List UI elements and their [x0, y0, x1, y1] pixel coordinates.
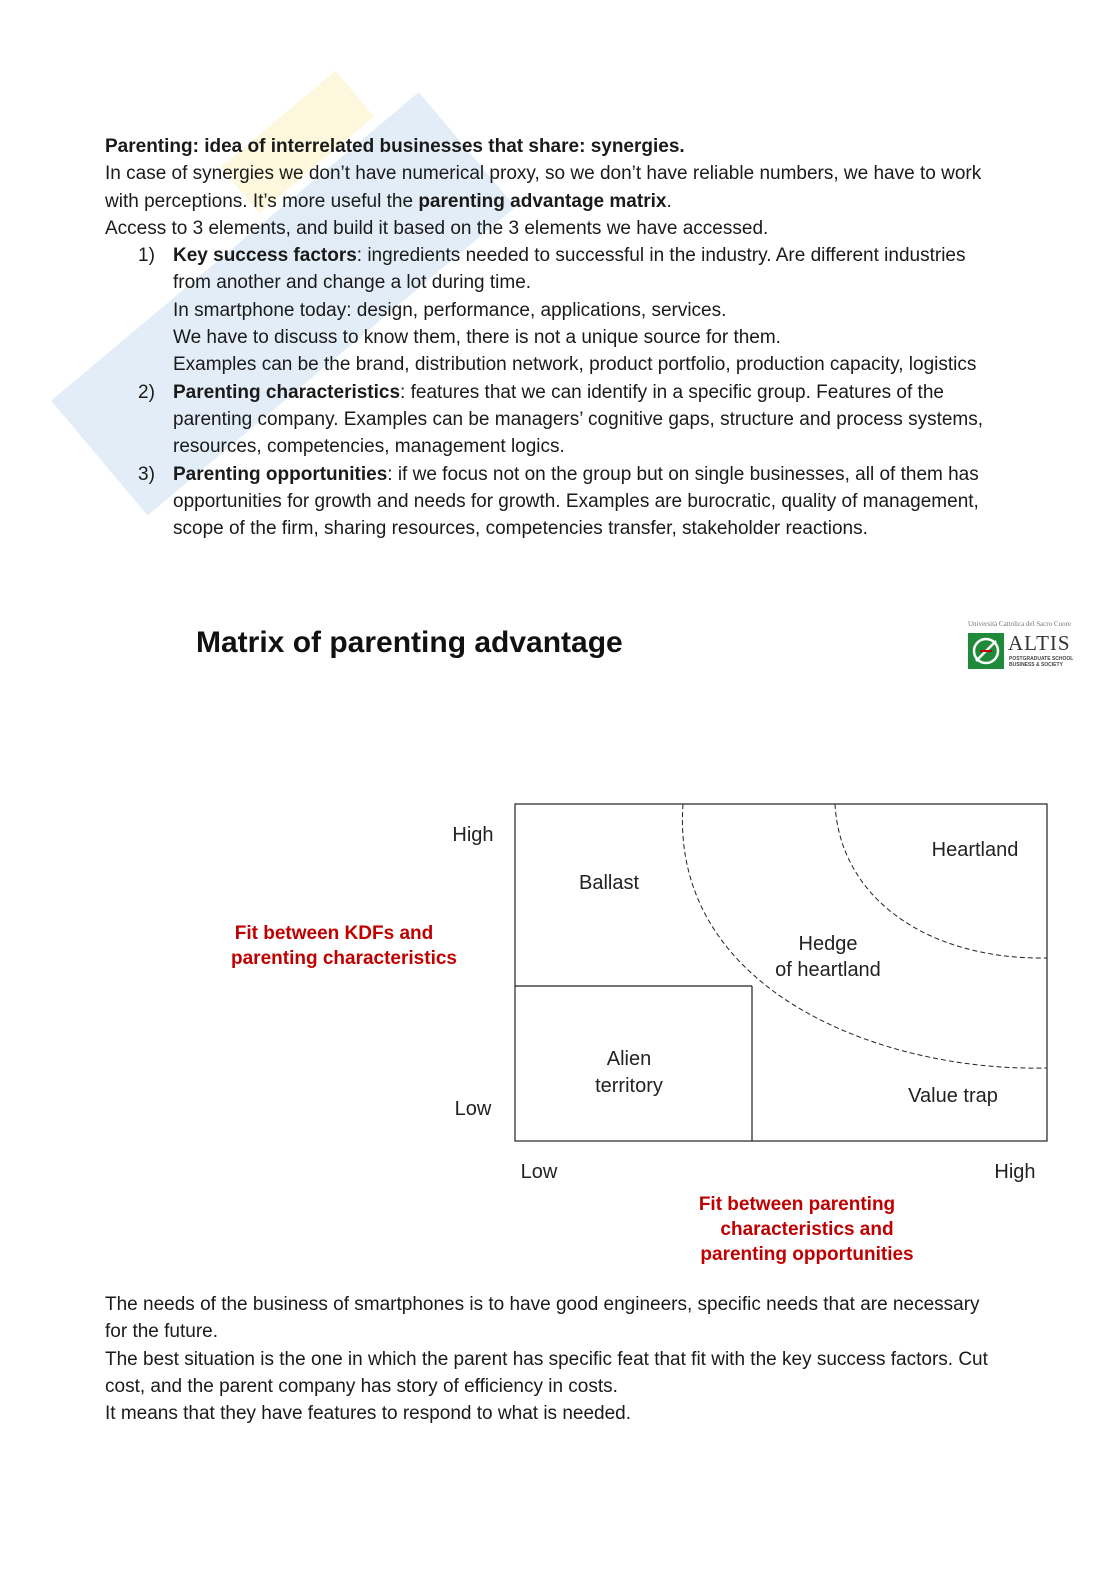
- y-axis-low: Low: [454, 1098, 492, 1120]
- region-value-trap: Value trap: [908, 1085, 998, 1107]
- list-extra: Examples can be the brand, distribution network, product portfolio, production capacity, logistics: [173, 354, 977, 376]
- x-axis-title-line2: characteristics and: [720, 1219, 894, 1240]
- y-axis-title-line2: parenting characteristics: [231, 948, 457, 969]
- region-ballast: Ballast: [578, 872, 640, 894]
- conclusion-paragraph: It means that they have features to respond to what is needed.: [105, 1403, 631, 1425]
- intro-bold-term: parenting advantage matrix: [418, 190, 667, 212]
- logo-brand: ALTIS: [1008, 631, 1071, 655]
- altis-logo: [966, 620, 1074, 670]
- conclusion-section: [105, 1291, 1005, 1427]
- list-term: Parenting opportunities: [173, 463, 388, 485]
- list-text: : features that we can identify in a specific group. Features of the parenting company. Examples can be managers’ cognitive gaps, structure and process systems, resources, competencies, management logics.: [173, 381, 984, 458]
- x-axis-title-line1: Fit between parenting: [698, 1194, 896, 1215]
- intro-heading: Parenting: idea of interrelated businesses that share: synergies.: [105, 136, 685, 157]
- list-term: Parenting characteristics: [173, 381, 401, 403]
- logo-sub1: POSTGRADUATE SCHOOL: [1009, 656, 1074, 662]
- logo-sub2: BUSINESS & SOCIETY: [1009, 662, 1063, 668]
- region-hedge-line2: of heartland: [775, 959, 881, 981]
- conclusion-paragraph: The needs of the business of smartphones is to have good engineers, specific needs that are necessary for the future.: [105, 1294, 980, 1343]
- region-hedge-line1: Hedge: [798, 933, 858, 955]
- x-axis-low: Low: [520, 1161, 558, 1183]
- y-axis-title-line1: Fit between KDFs and: [234, 923, 434, 944]
- list-number: 3): [138, 463, 155, 485]
- list-item: [105, 379, 1005, 461]
- heartland-boundary-curve: [835, 804, 1047, 958]
- hedge-boundary-curve: [682, 804, 1047, 1068]
- logo-badge-icon: [968, 633, 1004, 669]
- intro-access: Access to 3 elements, and build it based on the 3 elements we have accessed.: [105, 217, 769, 239]
- list-number: 2): [138, 381, 155, 403]
- intro-paragraph: [105, 160, 1005, 215]
- list-item: [105, 242, 1005, 378]
- conclusion-paragraph: The best situation is the one in which the parent has specific feat that fit with the key success factors. Cut cost, and the parent company has story of efficiency in costs.: [105, 1348, 988, 1397]
- region-heartland: Heartland: [931, 839, 1019, 861]
- x-axis-title-line3: parenting opportunities: [700, 1244, 914, 1265]
- x-axis-high: High: [994, 1161, 1036, 1183]
- intro-text: In case of synergies we don’t have numerical proxy, so we don’t have reliable numbers, we have to work with perceptions. It’s more useful the: [105, 163, 982, 212]
- logo-university: Università Cattolica del Sacro Cuore: [968, 620, 1072, 628]
- list-number: 1): [138, 245, 155, 267]
- intro-section: [105, 133, 1005, 542]
- list-text: : if we focus not on the group but on single businesses, all of them has opportunities for growth and needs for growth. Examples are burocratic, quality of management, scope of the firm, sharing resources, competencies transfer, stakeholder reactions.: [173, 463, 979, 540]
- list-term: Key success factors: [173, 245, 357, 267]
- region-alien-line1: Alien: [606, 1048, 652, 1070]
- list-item: [105, 461, 1005, 543]
- list-text: : ingredients needed to successful in the industry. Are different industries from another and change a lot during time.: [173, 245, 966, 294]
- matrix-frame: [515, 804, 1047, 1141]
- slide-title: Matrix of parenting advantage: [196, 626, 623, 659]
- list-extra: In smartphone today: design, performance, applications, services.: [173, 299, 727, 321]
- y-axis-high: High: [452, 824, 494, 846]
- factor-list: [105, 242, 1005, 542]
- intro-period: .: [666, 190, 672, 212]
- region-alien-line2: territory: [595, 1075, 663, 1097]
- list-extra: We have to discuss to know them, there is not a unique source for them.: [173, 327, 781, 349]
